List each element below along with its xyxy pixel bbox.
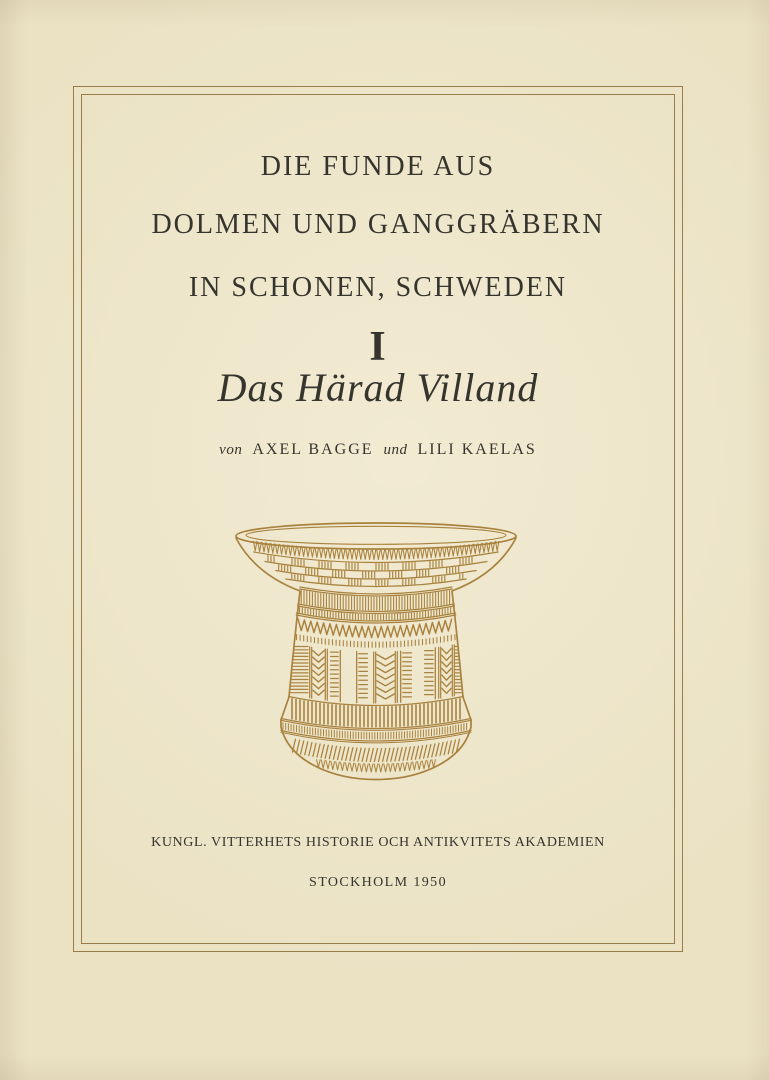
funnel-beaker-illustration (234, 521, 518, 783)
title-line-2: DOLMEN UND GANGGRÄBERN (151, 209, 605, 240)
byline-prefix: von (219, 442, 243, 458)
subtitle: Das Härad Villand (217, 365, 539, 410)
title-line-3: IN SCHONEN, SCHWEDEN (188, 272, 568, 303)
publisher-line: KUNGL. VITTERHETS HISTORIE OCH ANTIKVITETS AKADEMIEN (151, 835, 605, 850)
volume-numeral: I (369, 324, 387, 370)
imprint-line: STOCKHOLM 1950 (309, 875, 447, 890)
byline-author-1: AXEL BAGGE (252, 441, 374, 458)
byline-author-2: LILI KAELAS (417, 441, 537, 458)
title-line-1: DIE FUNDE AUS (260, 151, 496, 182)
byline-conjunction: und (383, 442, 408, 458)
byline (73, 441, 683, 459)
